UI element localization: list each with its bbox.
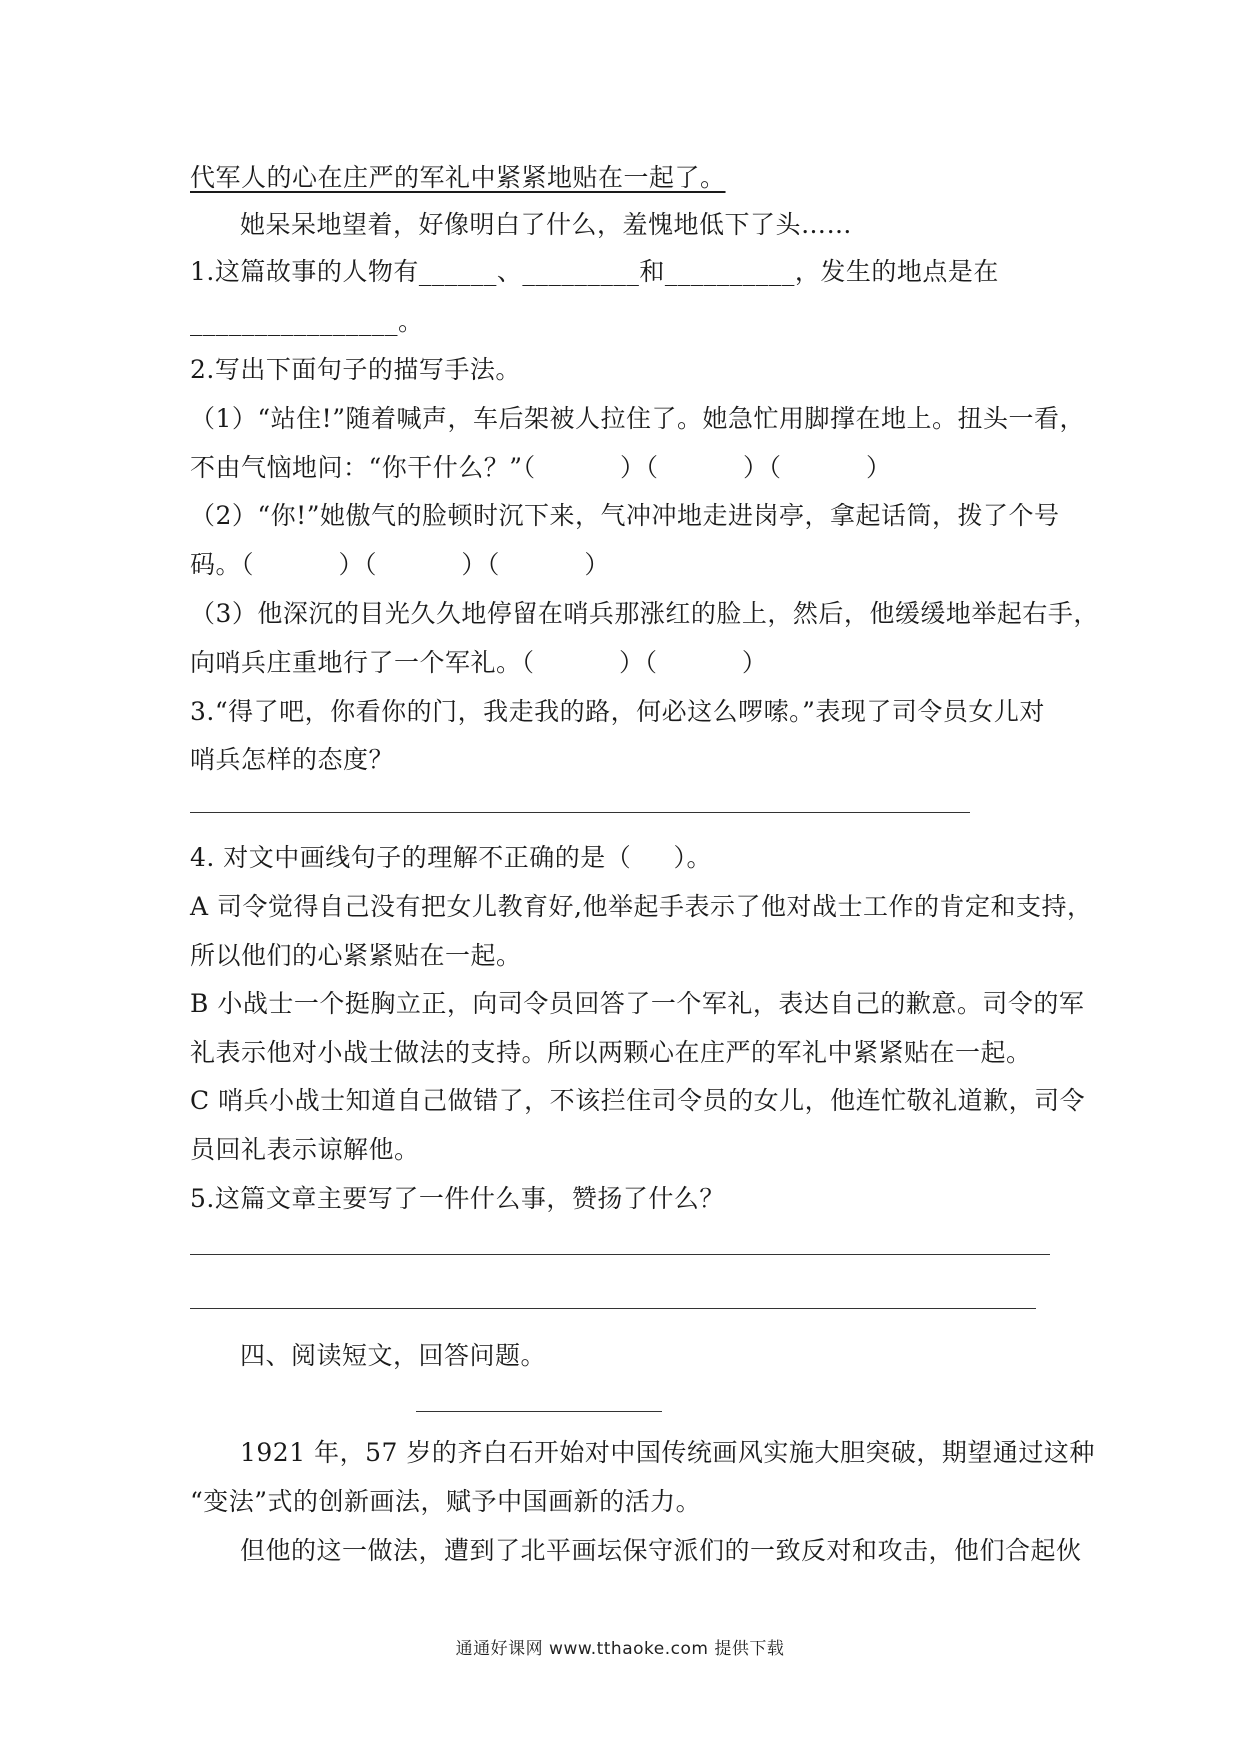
answer-line bbox=[190, 812, 970, 813]
question-2-item-2-cont: 码。（ ）（ ）（ ） bbox=[190, 550, 610, 579]
option-b: B 小战士一个挺胸立正，向司令员回答了一个军礼，表达自己的歉意。司令的军 bbox=[190, 989, 1085, 1018]
passage-line: 1921 年，57 岁的齐白石开始对中国传统画风实施大胆突破，期望通过这种 bbox=[240, 1438, 1095, 1467]
question-2-item-3-cont: 向哨兵庄重地行了一个军礼。（ ）（ ） bbox=[190, 648, 768, 677]
option-c: C 哨兵小战士知道自己做错了，不该拦住司令员的女儿，他连忙敬礼道歉，司令 bbox=[190, 1086, 1086, 1115]
underlined-sentence-end: 代军人的心在庄严的军礼中紧紧地贴在一起了。 bbox=[190, 163, 726, 192]
question-1: 1.这篇故事的人物有______、_________和__________，发生的地点是在 bbox=[190, 257, 999, 286]
question-2: 2.写出下面句子的描写手法。 bbox=[190, 355, 521, 384]
question-2-item-3: （3）他深沉的目光久久地停留在哨兵那涨红的脸上，然后，他缓缓地举起右手， bbox=[190, 599, 1099, 628]
option-c-cont: 员回礼表示谅解他。 bbox=[190, 1135, 420, 1164]
title-blank bbox=[416, 1411, 662, 1412]
option-b-cont: 礼表示他对小战士做法的支持。所以两颗心在庄严的军礼中紧紧贴在一起。 bbox=[190, 1038, 1032, 1067]
answer-line bbox=[190, 1254, 1050, 1255]
question-2-item-2: （2）“你!”她傲气的脸顿时沉下来，气冲冲地走进岗亭，拿起话筒，拨了个号 bbox=[190, 501, 1060, 530]
question-5: 5.这篇文章主要写了一件什么事，赞扬了什么？ bbox=[190, 1184, 725, 1213]
answer-line bbox=[190, 1308, 1036, 1309]
question-4: 4. 对文中画线句子的理解不正确的是（ ）。 bbox=[190, 843, 713, 872]
question-3-cont: 哨兵怎样的态度？ bbox=[190, 745, 395, 774]
option-a: A 司令觉得自己没有把女儿教育好,他举起手表示了他对战士工作的肯定和支持， bbox=[190, 892, 1093, 921]
question-3: 3.“得了吧，你看你的门，我走我的路，何必这么啰嗦。”表现了司令员女儿对 bbox=[190, 697, 1045, 726]
passage-line: “变法”式的创新画法，赋予中国画新的活力。 bbox=[190, 1487, 702, 1516]
page-footer: 通通好课网 www.tthaoke.com 提供下载 bbox=[455, 1639, 785, 1659]
question-2-item-1-cont: 不由气恼地问：“你干什么？”（ ）（ ）（ ） bbox=[190, 453, 892, 482]
paragraph-line: 她呆呆地望着，好像明白了什么，羞愧地低下了头…… bbox=[240, 210, 853, 239]
passage-line: 但他的这一做法，遭到了北平画坛保守派们的一致反对和攻击，他们合起伙 bbox=[240, 1536, 1082, 1565]
question-1-blank: ________________。 bbox=[190, 307, 424, 336]
section-heading: 四、阅读短文，回答问题。 bbox=[240, 1341, 547, 1370]
question-2-item-1: （1）“站住!”随着喊声，车后架被人拉住了。她急忙用脚撑在地上。扭头一看， bbox=[190, 404, 1086, 433]
option-a-cont: 所以他们的心紧紧贴在一起。 bbox=[190, 941, 522, 970]
